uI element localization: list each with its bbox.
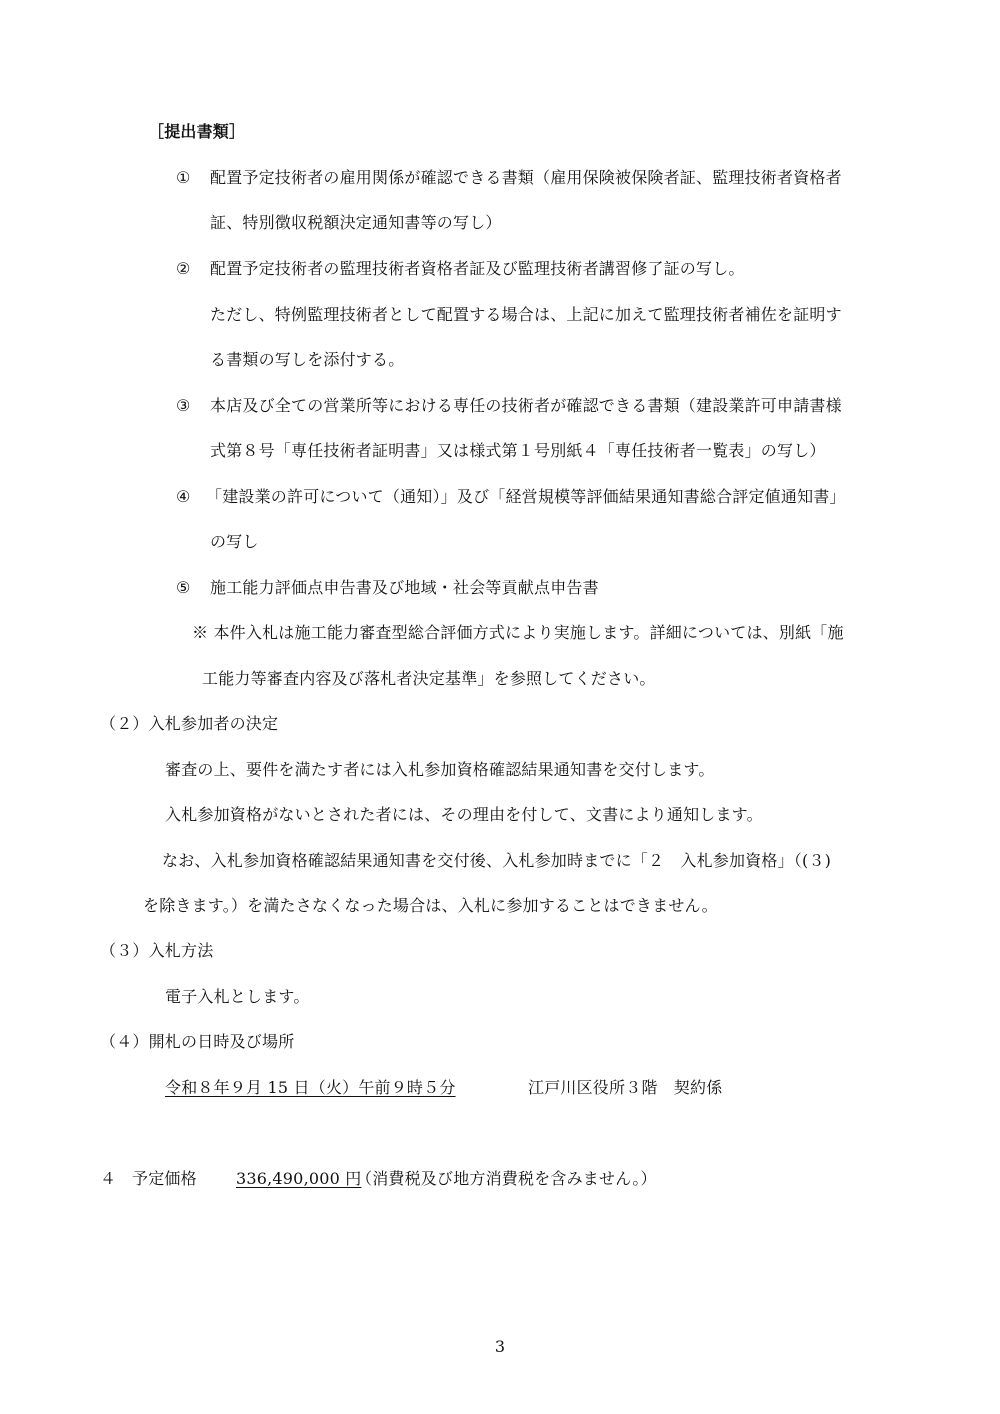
item-text-line: 式第８号「専任技術者証明書」又は様式第１号別紙４「専任技術者一覧表」の写し） [210, 441, 826, 460]
note-line: 工能力等審査内容及び落札者決定基準」を参照してください。 [202, 669, 656, 688]
paragraph-line: 電子入札とします。 [165, 987, 310, 1006]
section-title: （３）入札方法 [100, 941, 214, 960]
page-number: 3 [494, 1337, 506, 1356]
price-label: 予定価格 [132, 1169, 197, 1188]
item-marker: ⑤ [176, 578, 191, 597]
price-tax-note: （消費税及び地方消費税を含みません。） [356, 1169, 657, 1188]
item-text-line: 証、特別徴収税額決定通知書等の写し） [210, 213, 502, 232]
paragraph-line: 審査の上、要件を満たす者には入札参加資格確認結果通知書を交付します。 [165, 760, 715, 779]
item-text-line: の写し [210, 532, 259, 551]
submission-docs-heading: ［提出書類］ [148, 122, 246, 141]
paragraph-line: なお、入札参加資格確認結果通知書を交付後、入札参加時までに「２ 入札参加資格」（(３) [162, 851, 832, 870]
section-title: （２）入札参加者の決定 [100, 714, 279, 733]
item-marker: ④ [176, 487, 191, 506]
section-number: ４ [100, 1169, 117, 1188]
paragraph-line: 入札参加資格がないとされた者には、その理由を付して、文書により通知します。 [165, 805, 763, 824]
item-text-line: る書類の写しを添付する。 [210, 350, 405, 369]
item-text-line: 配置予定技術者の雇用関係が確認できる書類（雇用保険被保険者証、監理技術者資格者 [210, 168, 842, 187]
note-line: ※ 本件入札は施工能力審査型総合評価方式により実施します。詳細については、別紙「施 [192, 623, 844, 642]
item-text-line: ただし、特例監理技術者として配置する場合は、上記に加えて監理技術者補佐を証明す [210, 305, 842, 324]
item-text-line: 本店及び全ての営業所等における専任の技術者が確認できる書類（建設業許可申請書様 [210, 396, 842, 415]
item-marker: ② [176, 259, 191, 278]
item-text-line: 「建設業の許可について（通知）」及び「経営規模等評価結果通知書総合評定値通知書」 [206, 487, 846, 506]
opening-place: 江戸川区役所３階 契約係 [528, 1078, 723, 1097]
item-marker: ① [176, 168, 191, 187]
price-amount: 336,490,000 円 [236, 1169, 362, 1188]
paragraph-line: を除きます。）を満たさなくなった場合は、入札に参加することはできません。 [143, 896, 718, 915]
item-text-line: 配置予定技術者の監理技術者資格者証及び監理技術者講習修了証の写し。 [210, 259, 745, 278]
section-title: （４）開札の日時及び場所 [100, 1032, 295, 1051]
opening-datetime: 令和８年９月 15 日（火）午前９時５分 [165, 1078, 456, 1097]
item-text-line: 施工能力評価点申告書及び地域・社会等貢献点申告書 [210, 578, 599, 597]
item-marker: ③ [176, 396, 191, 415]
